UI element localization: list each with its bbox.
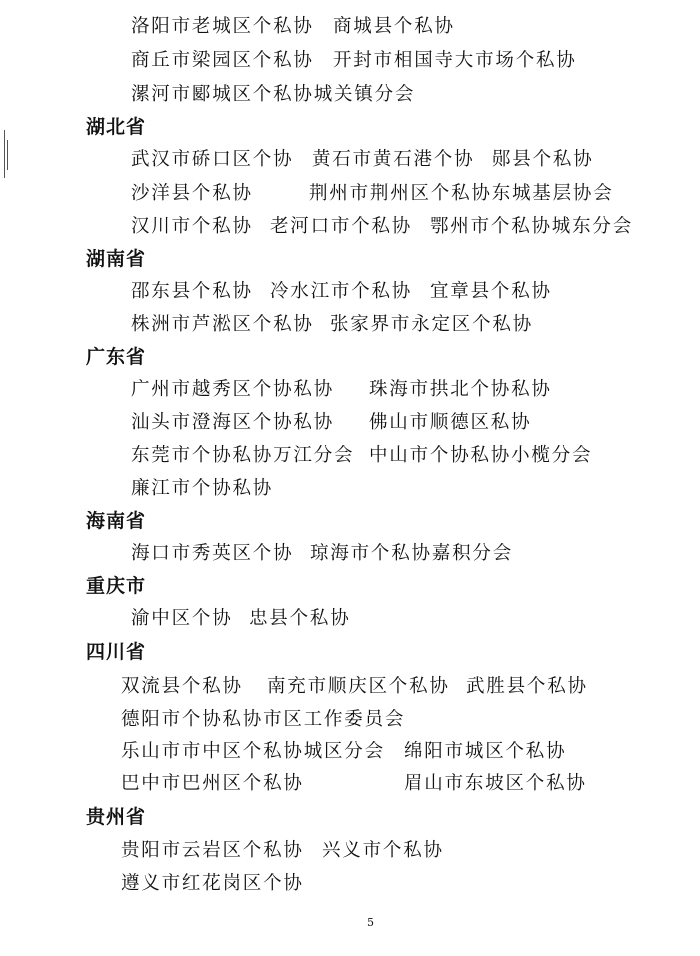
province-heading-hubei: 湖北省: [86, 116, 147, 138]
province-heading-chongqing: 重庆市: [86, 575, 147, 597]
province-heading-sichuan: 四川省: [86, 641, 147, 663]
scan-margin-mark: [7, 140, 8, 170]
province-heading-hainan: 海南省: [86, 510, 147, 532]
province-heading-guangdong: 广东省: [86, 346, 147, 368]
sichuan-entry: 双流县个私协: [121, 676, 243, 697]
province-heading-guizhou: 贵州省: [86, 806, 147, 828]
sichuan-entry: 眉山市东坡区个私协: [404, 773, 587, 794]
hubei-entry: 汉川市个私协: [131, 216, 253, 237]
guangdong-entry: 东莞市个协私协万江分会: [131, 445, 355, 466]
sichuan-entry: 巴中市巴州区个私协: [121, 773, 304, 794]
chongqing-entry: 渝中区个协: [131, 608, 233, 629]
guangdong-entry: 佛山市顺德区私协: [369, 412, 532, 433]
guizhou-entry: 兴义市个私协: [322, 840, 444, 861]
chongqing-entry: 忠县个私协: [249, 608, 351, 629]
sichuan-entry: 绵阳市城区个私协: [404, 741, 567, 762]
hubei-entry: 老河口市个私协: [270, 216, 413, 237]
henan-entry: 开封市相国寺大市场个私协: [333, 50, 577, 71]
hubei-entry: 黄石市黄石港个协: [312, 149, 475, 170]
hubei-entry: 郧县个私协: [492, 149, 594, 170]
henan-entry: 商丘市梁园区个私协: [131, 50, 314, 71]
hainan-entry: 海口市秀英区个协: [131, 543, 294, 564]
hunan-entry: 宜章县个私协: [430, 281, 552, 302]
hunan-entry: 冷水江市个私协: [270, 281, 413, 302]
guangdong-entry: 珠海市拱北个协私协: [369, 379, 552, 400]
page-number: 5: [367, 916, 374, 929]
henan-entry: 洛阳市老城区个私协: [131, 16, 314, 37]
hunan-entry: 张家界市永定区个私协: [330, 314, 534, 335]
sichuan-entry: 乐山市市中区个私协城区分会: [121, 741, 385, 762]
province-heading-hunan: 湖南省: [86, 248, 147, 270]
guangdong-entry: 广州市越秀区个协私协: [131, 379, 335, 400]
guizhou-entry: 遵义市红花岗区个协: [121, 873, 304, 894]
guangdong-entry: 廉江市个协私协: [131, 478, 274, 499]
guangdong-entry: 汕头市澄海区个协私协: [131, 412, 335, 433]
hubei-entry: 武汉市硚口区个协: [131, 149, 294, 170]
sichuan-entry: 德阳市个协私协市区工作委员会: [121, 709, 406, 730]
hubei-entry: 沙洋县个私协: [131, 183, 253, 204]
scan-margin-mark: [4, 130, 5, 178]
henan-entry: 商城县个私协: [333, 16, 455, 37]
hunan-entry: 株洲市芦淞区个私协: [131, 314, 314, 335]
hunan-entry: 邵东县个私协: [131, 281, 253, 302]
sichuan-entry: 南充市顺庆区个私协: [267, 676, 450, 697]
hubei-entry: 荆州市荆州区个私协东城基层协会: [309, 183, 614, 204]
hubei-entry: 鄂州市个私协城东分会: [430, 216, 634, 237]
guizhou-entry: 贵阳市云岩区个私协: [121, 840, 304, 861]
guangdong-entry: 中山市个协私协小榄分会: [369, 445, 593, 466]
henan-entry: 漯河市郾城区个私协城关镇分会: [131, 84, 416, 105]
hainan-entry: 琼海市个私协嘉积分会: [310, 543, 514, 564]
sichuan-entry: 武胜县个私协: [466, 676, 588, 697]
